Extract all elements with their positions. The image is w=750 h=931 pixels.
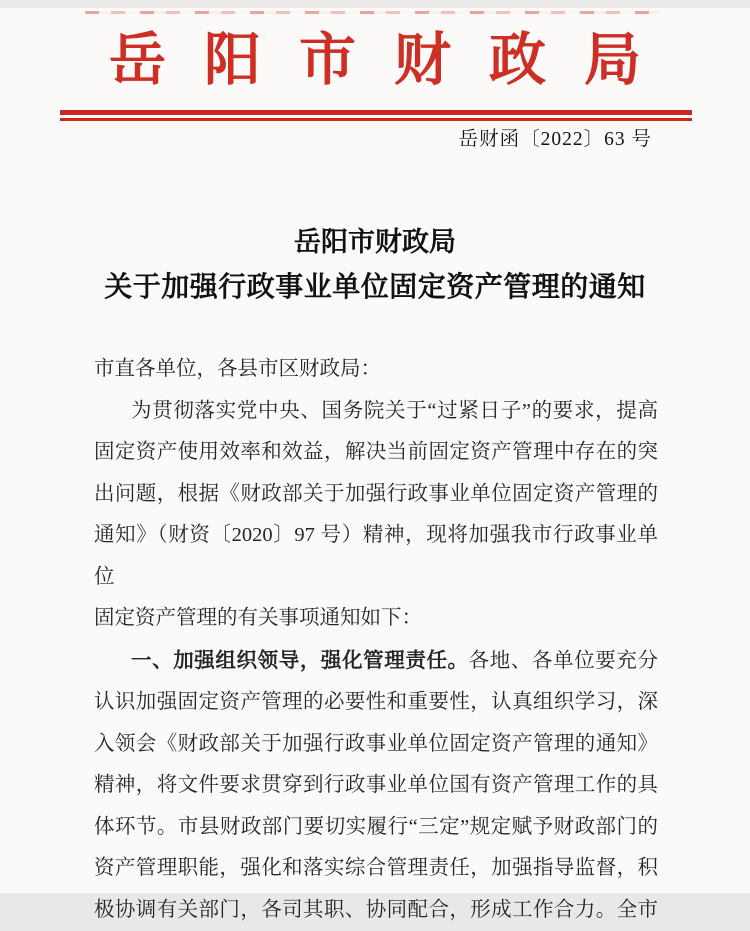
document-body [94, 349, 658, 931]
paragraph2-line1-rest: 各地、各单位要充分 [469, 650, 658, 672]
paragraph1-line2: 固定资产使用效率和效益，解决当前固定资产管理中存在的突 [94, 432, 658, 474]
scan-bleed-artifact [85, 11, 660, 14]
scan-edge-artifact [0, 0, 750, 8]
paragraph2-line4: 精神，将文件要求贯穿到行政事业单位国有资产管理工作的具 [94, 765, 658, 807]
paragraph2-line3: 入领会《财政部关于加强行政事业单位固定资产管理的通知》 [94, 724, 658, 766]
letterhead-rule-thick [60, 110, 692, 115]
document-number: 岳财函〔2022〕63 号 [459, 129, 652, 151]
letterhead-rule-thin [60, 118, 692, 121]
paragraph2-line7: 极协调有关部门，各司其职、协同配合，形成工作合力。全市 [94, 890, 658, 931]
agency-letterhead-title: 岳阳市财政局 [0, 30, 750, 92]
paragraph2-line6: 资产管理职能，强化和落实综合管理责任，加强指导监督，积 [94, 848, 658, 890]
paragraph2-line5: 体环节。市县财政部门要切实履行“三定”规定赋予财政部门的 [94, 807, 658, 849]
paragraph1-line1: 为贯彻落实党中央、国务院关于“过紧日子”的要求，提高 [94, 391, 658, 433]
document-title-line2: 关于加强行政事业单位固定资产管理的通知 [0, 265, 750, 311]
paragraph2-line2: 认识加强固定资产管理的必要性和重要性，认真组织学习，深 [94, 682, 658, 724]
paragraph1-line4: 通知》（财资〔2020〕97 号）精神，现将加强我市行政事业单位 [94, 515, 658, 598]
paragraph2-line1 [94, 640, 658, 683]
paragraph1-line3: 出问题，根据《财政部关于加强行政事业单位固定资产管理的 [94, 474, 658, 516]
paragraph1-line5: 固定资产管理的有关事项通知如下： [94, 598, 658, 640]
section-heading-bold: 一、加强组织领导，强化管理责任。 [131, 649, 469, 672]
document-title [0, 219, 750, 311]
salutation-line: 市直各单位，各县市区财政局： [94, 349, 658, 391]
document-title-line1: 岳阳市财政局 [0, 219, 750, 265]
